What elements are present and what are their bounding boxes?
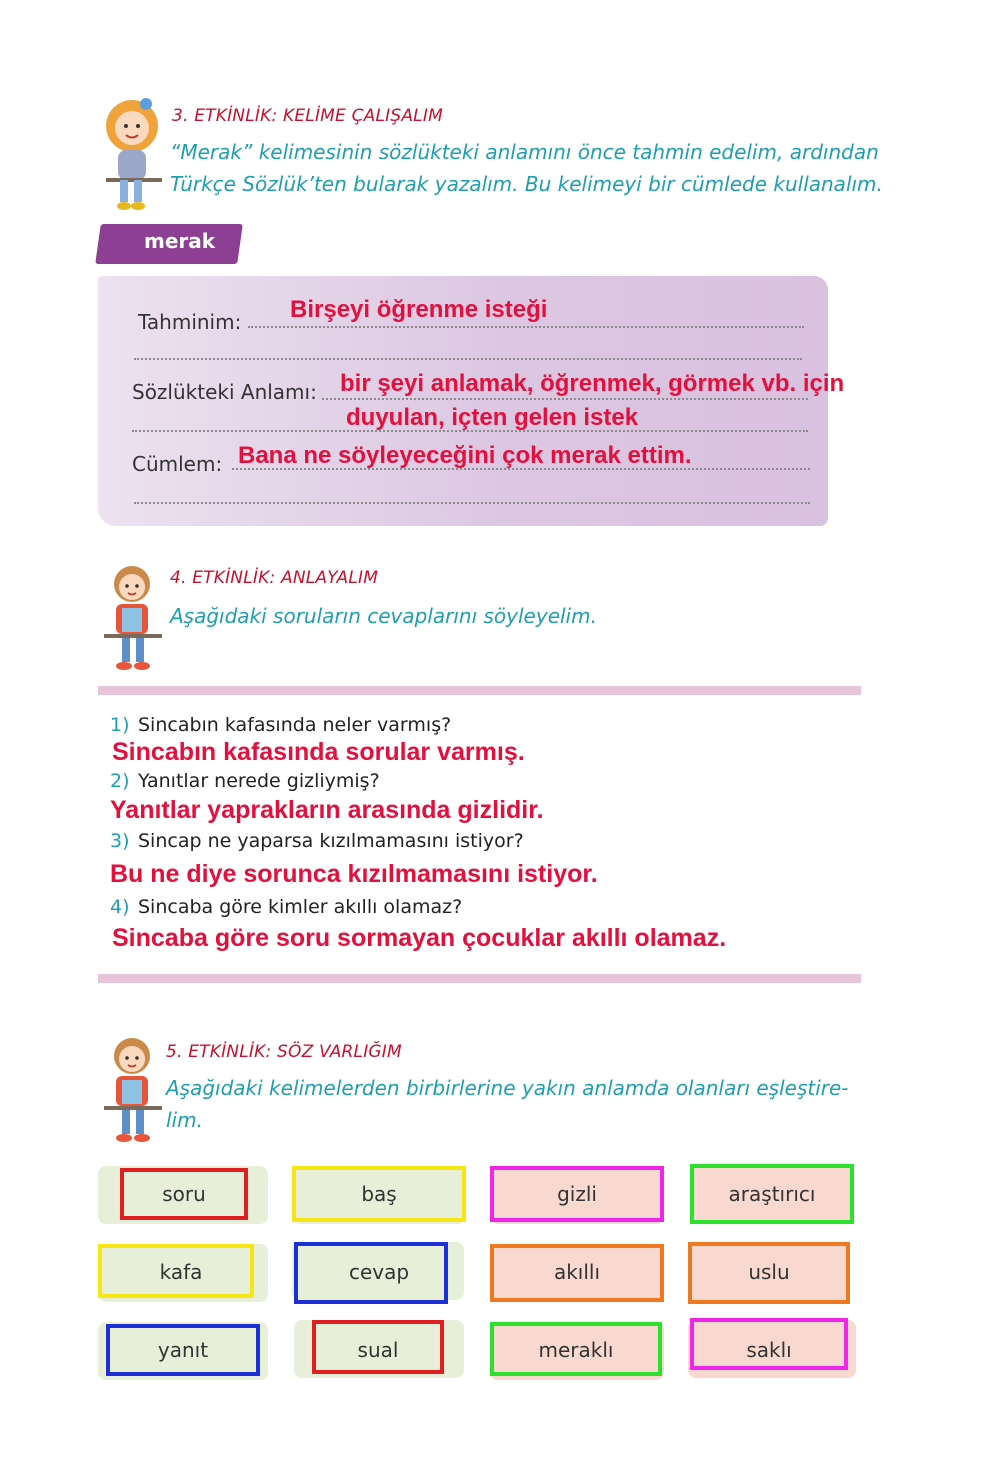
question-text-1: Sincabın kafasında neler varmış?: [138, 714, 452, 736]
dictionary-answer-line2: duyulan, içten gelen istek: [346, 404, 639, 431]
answer-1: Sincabın kafasında sorular varmış.: [112, 738, 525, 766]
question-text-2: Yanıtlar nerede gizliymiş?: [138, 770, 380, 792]
word-kafa: kafa: [159, 1260, 203, 1284]
section-divider-top: [98, 686, 861, 695]
word-yanit: yanıt: [157, 1338, 209, 1362]
word-akilli: akıllı: [553, 1260, 601, 1284]
activity5-instruction-line1: Aşağıdaki kelimelerden birbirlerine yakın anlamda olanları eşleştire-: [166, 1076, 849, 1100]
guess-line-2: [134, 358, 802, 360]
word-sakli: saklı: [746, 1338, 792, 1362]
activity4-instruction: Aşağıdaki soruların cevaplarını söyleyelim.: [170, 604, 597, 628]
activity5-title: 5. ETKİNLİK: SÖZ VARLIĞIM: [166, 1042, 402, 1062]
activity3-instruction-line2: Türkçe Sözlük’ten bularak yazalım. Bu kelimeyi bir cümlede kullanalım.: [170, 172, 883, 196]
word-bas: baş: [361, 1182, 397, 1206]
word-merakli: meraklı: [538, 1338, 614, 1362]
sentence-label: Cümlem:: [132, 452, 223, 476]
activity3-title: 3. ETKİNLİK: KELİME ÇALIŞALIM: [172, 106, 443, 126]
girl-illustration-2: [100, 1034, 164, 1146]
girl-reading-illustration: [100, 562, 164, 674]
dictionary-label: Sözlükteki Anlamı:: [132, 380, 317, 404]
question-number-3: 3): [110, 830, 130, 852]
guess-answer: Birşeyi öğrenme isteği: [290, 296, 548, 323]
question-number-2: 2): [110, 770, 130, 792]
guess-label: Tahminim:: [138, 310, 242, 334]
activity4-title: 4. ETKİNLİK: ANLAYALIM: [170, 568, 379, 588]
sentence-line-2: [134, 502, 810, 504]
word-cevap: cevap: [348, 1260, 410, 1284]
question-number-4: 4): [110, 896, 130, 918]
answer-4: Sincaba göre soru sormayan çocuklar akıllı olamaz.: [112, 924, 727, 952]
dictionary-line: [322, 398, 808, 400]
activity3-instruction-line1: “Merak” kelimesinin sözlükteki anlamını önce tahmin edelim, ardından: [170, 140, 879, 164]
word-arastirici: araştırıcı: [728, 1182, 816, 1206]
word-uslu: uslu: [748, 1260, 790, 1284]
guess-line: [248, 326, 804, 328]
word-tag: merak: [144, 229, 216, 253]
answer-3: Bu ne diye sorunca kızılmamasını istiyor.: [110, 860, 598, 888]
answer-2: Yanıtlar yaprakların arasında gizlidir.: [110, 796, 544, 824]
word-soru: soru: [162, 1182, 206, 1206]
dictionary-answer-line1: bir şeyi anlamak, öğrenmek, görmek vb. için: [340, 370, 845, 397]
activity5-instruction-line2: lim.: [166, 1108, 203, 1132]
question-text-3: Sincap ne yaparsa kızılmamasını istiyor?: [138, 830, 524, 852]
question-number-1: 1): [110, 714, 130, 736]
section-divider-bottom: [98, 974, 861, 983]
girl-illustration: [98, 96, 166, 214]
sentence-answer: Bana ne söyleyeceğini çok merak ettim.: [238, 442, 692, 469]
word-sual: sual: [357, 1338, 399, 1362]
word-gizli: gizli: [557, 1182, 597, 1206]
question-text-4: Sincaba göre kimler akıllı olamaz?: [138, 896, 463, 918]
